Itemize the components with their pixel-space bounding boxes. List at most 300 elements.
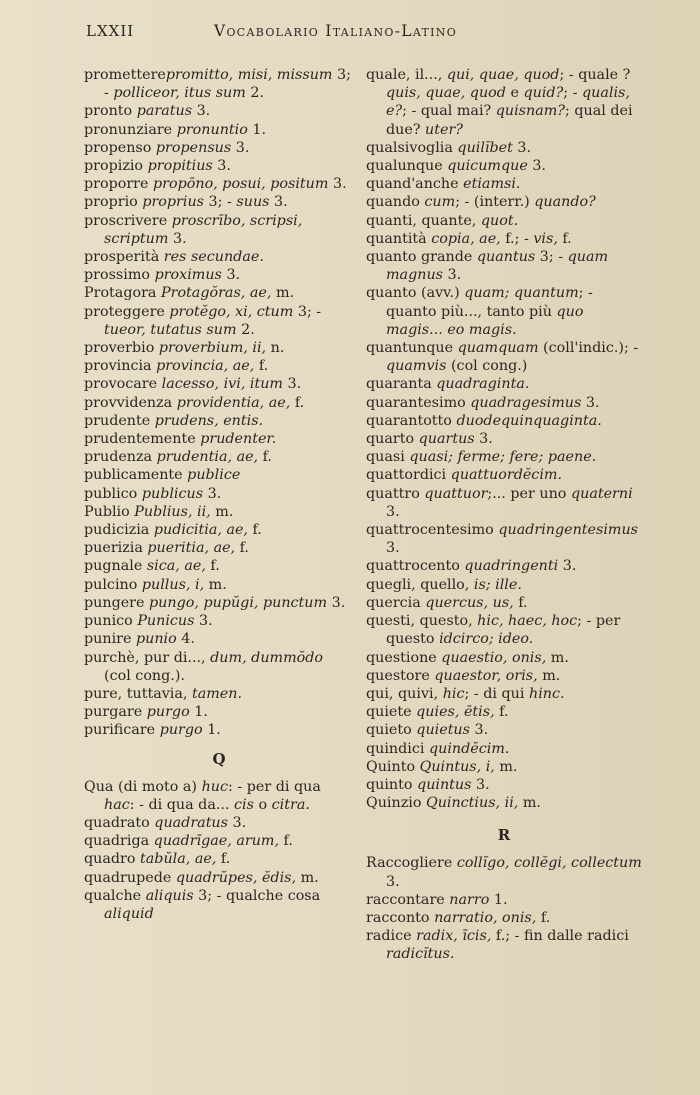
italian-term: puerizia (84, 540, 148, 557)
italian-term: quanti, quante, (366, 212, 481, 229)
entry-note: f. (258, 449, 272, 466)
latin-translation: huc (201, 778, 228, 795)
latin-translation: propitius (147, 158, 213, 175)
italian-term: quattrocento (366, 558, 465, 575)
entry-note: f. (235, 540, 249, 557)
dictionary-entry (84, 375, 354, 393)
latin-translation: quercus, us, (425, 594, 514, 611)
latin-translation: quindĕcim. (429, 740, 510, 757)
dictionary-entry (366, 557, 642, 575)
entry-note: m. (296, 869, 319, 886)
entry-note: ; - di qui (464, 685, 529, 702)
latin-translation: vis, (533, 230, 558, 247)
latin-translation: cis (234, 796, 254, 813)
italian-term: purchè, pur di..., (84, 649, 211, 666)
entry-note: : - per di qua (228, 778, 321, 795)
latin-translation: Publius, ii, (134, 503, 211, 520)
right-column (366, 66, 642, 964)
italian-term: quinto (366, 776, 418, 793)
latin-translation: quaestio, onis, (441, 649, 547, 666)
italian-term: quarantotto (366, 412, 457, 429)
latin-translation: quadringenti (464, 558, 559, 575)
dictionary-entry (366, 649, 642, 667)
latin-translation: pullus, i, (141, 576, 205, 593)
italian-term: propizio (84, 158, 148, 175)
entry-note: 3. (221, 267, 241, 284)
latin-translation: propensus (155, 139, 232, 156)
dictionary-entry (366, 230, 642, 248)
latin-translation: publicus (141, 485, 204, 502)
italian-term: proporre (84, 176, 154, 193)
entry-note: 3. (386, 540, 400, 557)
entry-note: m. (210, 503, 234, 520)
latin-translation: quot. (480, 212, 519, 229)
latin-translation: tabŭla, ae, (140, 851, 217, 868)
latin-translation: providentia, ae, (176, 394, 291, 411)
entry-note: 3. (212, 158, 231, 175)
entry-list (84, 66, 354, 740)
italian-term: prudenza (84, 449, 157, 466)
dictionary-entry (84, 703, 354, 721)
entry-note: 3. (168, 230, 187, 247)
dictionary-entry (84, 193, 354, 211)
latin-translation: protĕgo, xi, ctum (169, 303, 294, 320)
dictionary-entry (366, 854, 642, 890)
entry-note: 3. (231, 139, 250, 156)
italian-term: Publio (84, 503, 135, 520)
italian-term: pugnale (84, 558, 147, 575)
dictionary-entry (366, 339, 642, 375)
entry-note: e (505, 85, 524, 102)
latin-translation: quam magnus (386, 249, 609, 284)
italian-term: quattro (366, 485, 425, 502)
entry-note: 3. (527, 158, 546, 175)
entry-note: 1. (202, 722, 221, 739)
dictionary-entry (84, 412, 354, 430)
entry-note: ;... per uno (487, 485, 571, 502)
latin-translation: paratus (136, 103, 193, 120)
latin-translation: collĭgo, collĕgi, collectum (456, 855, 642, 872)
latin-translation: punio (135, 631, 177, 648)
latin-translation: prudenter. (200, 431, 277, 448)
dictionary-entry (84, 612, 354, 630)
entry-note: 3. (443, 267, 462, 284)
italian-term: quiete (366, 704, 417, 721)
latin-translation: pueritia, ae, (147, 540, 236, 557)
latin-translation: prudens, entis. (154, 412, 264, 429)
entry-note: m. (546, 649, 569, 666)
italian-term: quattordici (366, 467, 451, 484)
dictionary-entry (84, 157, 354, 175)
dictionary-entry (84, 66, 354, 102)
italian-term: quasi (366, 449, 410, 466)
italian-term: quadro (84, 851, 141, 868)
dictionary-entry (84, 832, 354, 850)
italian-term: pungere (84, 594, 150, 611)
italian-term: quarto (366, 431, 419, 448)
dictionary-entry (84, 630, 354, 648)
entry-note: 1. (247, 121, 267, 138)
latin-translation: Punicus (137, 613, 195, 630)
latin-translation: provincia, ae, (156, 358, 255, 375)
dictionary-entry (84, 594, 354, 612)
dictionary-entry (366, 667, 642, 685)
entry-note: f. (247, 522, 262, 539)
entry-note: 3. (203, 485, 222, 502)
dictionary-entry (84, 448, 354, 466)
latin-translation: quamquam (457, 340, 539, 357)
italian-term: radice (366, 928, 417, 945)
italian-term: questione (366, 649, 442, 666)
dictionary-entry (84, 175, 354, 193)
italian-term: prudentemente (84, 431, 201, 448)
entry-note: m. (537, 667, 561, 684)
dictionary-entry (84, 121, 354, 139)
italian-term: quadrupede (84, 869, 176, 886)
dictionary-entry (84, 814, 354, 832)
entry-note: f.; - fin dalle radici (491, 928, 629, 945)
latin-translation: quo magis... eo magis. (386, 303, 584, 338)
italian-term: prudente (84, 412, 155, 429)
dictionary-entry (84, 339, 354, 357)
latin-translation: quaestor, oris, (434, 667, 538, 684)
entry-note: 3; - (535, 249, 568, 266)
dictionary-entry (84, 649, 354, 685)
latin-translation: duodequinquaginta. (456, 412, 602, 429)
entry-list (366, 66, 642, 812)
dictionary-entry (366, 891, 642, 909)
dictionary-entry (84, 212, 354, 248)
italian-term: questi, questo, (366, 613, 478, 630)
dictionary-entry (84, 521, 354, 539)
dictionary-entry (366, 466, 642, 484)
latin-translation: etiamsi. (463, 176, 521, 193)
dictionary-entry (366, 248, 642, 284)
entry-note: f. (557, 230, 572, 247)
page-number: LXXII (86, 22, 135, 40)
entry-note: 3. (227, 814, 247, 831)
latin-translation: polliceor, itus sum (113, 85, 246, 102)
dictionary-entry (366, 685, 642, 703)
latin-translation: quantus (476, 249, 536, 266)
dictionary-entry (366, 521, 642, 557)
entry-note: 1. (189, 704, 208, 721)
entry-note: 3; - (104, 67, 351, 102)
dictionary-entry (84, 139, 354, 157)
latin-translation: proximus (154, 267, 222, 284)
latin-translation: quadringentesimus (498, 522, 639, 539)
italian-term: purgare (84, 704, 147, 721)
dictionary-entry (84, 394, 354, 412)
entry-note: . (259, 249, 264, 266)
dictionary-entry (84, 539, 354, 557)
latin-translation: propōno, posui, positum (153, 176, 329, 193)
dictionary-entry (366, 776, 642, 794)
dictionary-entry (84, 503, 354, 521)
latin-translation: idcirco; ideo. (439, 631, 534, 648)
latin-translation: hic (442, 685, 465, 702)
latin-translation: tueor, tutatus sum (104, 321, 237, 338)
latin-translation: quilĭbet (457, 139, 513, 156)
italian-term: quanto (avv.) (366, 285, 465, 302)
entry-note: 3; - (293, 303, 322, 320)
latin-translation: proscrībo, scripsi, scriptum (104, 212, 303, 247)
entry-note: 3. (471, 776, 490, 793)
section-heading-q: Q (212, 749, 226, 768)
dictionary-entry (84, 266, 354, 284)
latin-translation: promitto, misi, missum (165, 67, 333, 83)
entry-note: ; - per questo (386, 613, 621, 648)
entry-note: (col cong.). (104, 667, 185, 684)
latin-translation: hinc. (528, 685, 565, 702)
dictionary-entry (366, 485, 642, 521)
dictionary-entry (366, 394, 642, 412)
latin-translation: quamvis (386, 358, 447, 375)
entry-note: ; - quanto più..., tanto più (386, 285, 593, 320)
italian-term: quegli, quello, (366, 576, 474, 593)
entry-note: 3. (269, 194, 288, 211)
italian-term: quantità (366, 230, 432, 247)
dictionary-entry (366, 375, 642, 393)
entry-note: m. (494, 758, 518, 775)
italian-term: quaranta (366, 376, 437, 393)
italian-term: Quinto (366, 758, 420, 775)
latin-translation: Quinctius, ii, (425, 795, 519, 812)
italian-term: propenso (84, 139, 156, 156)
entry-note: m. (271, 285, 295, 302)
entry-note: 3. (328, 176, 347, 193)
entry-note: 3. (386, 873, 400, 890)
entry-note: 3. (558, 558, 577, 575)
entry-note: n. (266, 340, 285, 357)
latin-translation: qualis, e? (386, 85, 630, 120)
italian-term: Qua (di moto a) (84, 778, 202, 795)
italian-term: proprio (84, 194, 143, 211)
latin-translation: quicumque (447, 158, 528, 175)
entry-note: 3. (192, 103, 211, 120)
italian-term: proteggere (84, 303, 170, 320)
entry-note: f.; - (500, 230, 534, 247)
dictionary-entry (366, 139, 642, 157)
italian-term: pronto (84, 103, 137, 120)
latin-translation: quadragesimus (470, 394, 582, 411)
dictionary-entry (366, 721, 642, 739)
entry-note: f. (205, 558, 220, 575)
dictionary-entry (84, 485, 354, 503)
italian-term: quantunque (366, 340, 458, 357)
latin-translation: uter? (425, 121, 463, 138)
entry-note: 3. (194, 613, 213, 630)
latin-translation: publice (187, 467, 241, 484)
entry-note: 2. (245, 85, 264, 102)
entry-note: 3. (512, 139, 532, 156)
dictionary-entry (366, 594, 642, 612)
dictionary-entry (84, 887, 354, 923)
entry-note: 3. (469, 722, 489, 739)
latin-translation: narro (449, 891, 490, 908)
latin-translation: quasi; ferme; fere; paene. (409, 449, 597, 466)
entry-note: m. (518, 795, 541, 812)
latin-translation: quam; quantum (464, 285, 579, 302)
dictionary-entry (366, 909, 642, 927)
italian-term: Quinzio (366, 795, 426, 812)
dictionary-entry (366, 430, 642, 448)
italian-term: Raccogliere (366, 855, 457, 872)
latin-translation: quietus (416, 722, 470, 739)
latin-translation: pudicitia, ae, (153, 522, 248, 539)
italian-term: qui, quivi, (366, 685, 443, 702)
italian-term: quanto grande (366, 249, 477, 266)
left-column (84, 66, 354, 923)
latin-translation: purgo (159, 722, 203, 739)
dictionary-entry (84, 778, 354, 814)
entry-note: o (253, 796, 272, 813)
italian-term: prossimo (84, 267, 155, 284)
dictionary-entry (366, 212, 642, 230)
latin-translation: sica, ae, (146, 558, 206, 575)
dictionary-entry (366, 175, 642, 193)
entry-note: 2. (236, 321, 255, 338)
entry-note: f. (254, 358, 269, 375)
italian-term: pronunziare (84, 121, 177, 138)
latin-translation: hac (104, 796, 130, 813)
italian-term: Protagora (84, 285, 161, 302)
dictionary-entry (366, 740, 642, 758)
italian-term: questore (366, 667, 435, 684)
latin-translation: res secundae (163, 249, 260, 266)
latin-translation: pronuntio (176, 121, 248, 138)
entry-note: f. (513, 594, 528, 611)
dictionary-entry (366, 157, 642, 175)
latin-translation: quies, ētis, (416, 704, 495, 721)
entry-note: 3. (327, 594, 346, 611)
italian-term: quand'anche (366, 176, 464, 193)
italian-term: promettere (84, 67, 166, 83)
dictionary-entry (366, 193, 642, 211)
entry-note: m. (204, 576, 227, 593)
entry-note: f. (290, 394, 305, 411)
dictionary-entry (84, 869, 354, 887)
italian-term: prosperità (84, 249, 164, 266)
dictionary-entry (366, 284, 642, 339)
latin-translation: quadrŭpes, ĕdis, (175, 869, 297, 886)
italian-term: publicamente (84, 467, 188, 484)
entry-note: ; - (interr.) (455, 194, 535, 211)
latin-translation: citra. (271, 796, 310, 813)
latin-translation: quaterni (570, 485, 633, 502)
latin-translation: aliquis (145, 887, 194, 904)
latin-translation: quando? (534, 194, 596, 211)
dictionary-entry (84, 466, 354, 484)
latin-translation: radicĭtus. (386, 946, 455, 963)
entry-note: (col cong.) (446, 358, 528, 375)
latin-translation: qui, quae, quod (446, 67, 560, 83)
italian-term: racconto (366, 909, 435, 926)
latin-translation: tamen. (191, 685, 243, 702)
italian-term: raccontare (366, 891, 450, 908)
latin-translation: copia, ae, (431, 230, 501, 247)
dictionary-entry (84, 685, 354, 703)
italian-term: quieto (366, 722, 417, 739)
dictionary-entry (366, 927, 642, 963)
dictionary-entry (84, 248, 354, 266)
italian-term: pulcino (84, 576, 142, 593)
dictionary-entry (84, 557, 354, 575)
italian-term: purificare (84, 722, 160, 739)
latin-translation: dum, dummŏdo (210, 649, 324, 666)
dictionary-entry (84, 284, 354, 302)
latin-translation: purgo (146, 704, 190, 721)
dictionary-entry (366, 576, 642, 594)
entry-note: f. (216, 851, 231, 868)
dictionary-entry (84, 102, 354, 120)
latin-translation: proprius (142, 194, 205, 211)
latin-translation: quattuor (424, 485, 488, 502)
entry-list (366, 854, 642, 963)
entry-note: ; - (563, 85, 582, 102)
page-header (86, 22, 656, 44)
latin-translation: suus (236, 194, 270, 211)
entry-note: (coll'indic.); - (538, 340, 639, 357)
latin-translation: cum (424, 194, 456, 211)
latin-translation: quid? (523, 85, 564, 102)
dictionary-entry (84, 303, 354, 339)
italian-term: quadrato (84, 814, 155, 831)
latin-translation: quadratus (154, 814, 228, 831)
entry-note: ; - quale ? (559, 67, 631, 83)
entry-note: f. (279, 833, 293, 850)
dictionary-entry (84, 357, 354, 375)
italian-term: quadriga (84, 833, 154, 850)
latin-translation: Quintus, i, (419, 758, 495, 775)
entry-note: 3; - (204, 194, 237, 211)
latin-translation: quadraginta. (436, 376, 530, 393)
latin-translation: hic, haec, hoc (477, 613, 578, 630)
italian-term: qualunque (366, 158, 448, 175)
latin-translation: quintus (417, 776, 472, 793)
italian-term: qualsivoglia (366, 139, 458, 156)
entry-note: 3. (474, 431, 493, 448)
entry-note: : - di qua da... (129, 796, 235, 813)
italian-term: quattrocentesimo (366, 522, 499, 539)
italian-term: punico (84, 613, 138, 630)
latin-translation: quadrīgae, arum, (153, 833, 280, 850)
italian-term: quale, il..., (366, 67, 447, 83)
latin-translation: proverbium, ii, (158, 340, 267, 357)
dictionary-entry (84, 430, 354, 448)
italian-term: provincia (84, 358, 157, 375)
entry-note: ; qual dei due? (386, 103, 633, 138)
section-heading-r: R (497, 826, 511, 845)
entry-list (84, 778, 354, 924)
italian-term: publico (84, 485, 142, 502)
italian-term: provvidenza (84, 394, 177, 411)
italian-term: punire (84, 631, 136, 648)
entry-note: 3. (581, 394, 600, 411)
latin-translation: prudentia, ae, (156, 449, 259, 466)
italian-term: proverbio (84, 340, 159, 357)
italian-term: quercia (366, 594, 426, 611)
latin-translation: lacesso, ivi, itum (161, 376, 283, 393)
entry-note: 3. (282, 376, 302, 393)
entry-note: f. (536, 909, 551, 926)
entry-note: f. (494, 704, 509, 721)
dictionary-entry (84, 850, 354, 868)
dictionary-entry (366, 758, 642, 776)
dictionary-entry (366, 703, 642, 721)
latin-translation: pungo, pupŭgi, punctum (149, 594, 328, 611)
dictionary-entry (84, 721, 354, 739)
